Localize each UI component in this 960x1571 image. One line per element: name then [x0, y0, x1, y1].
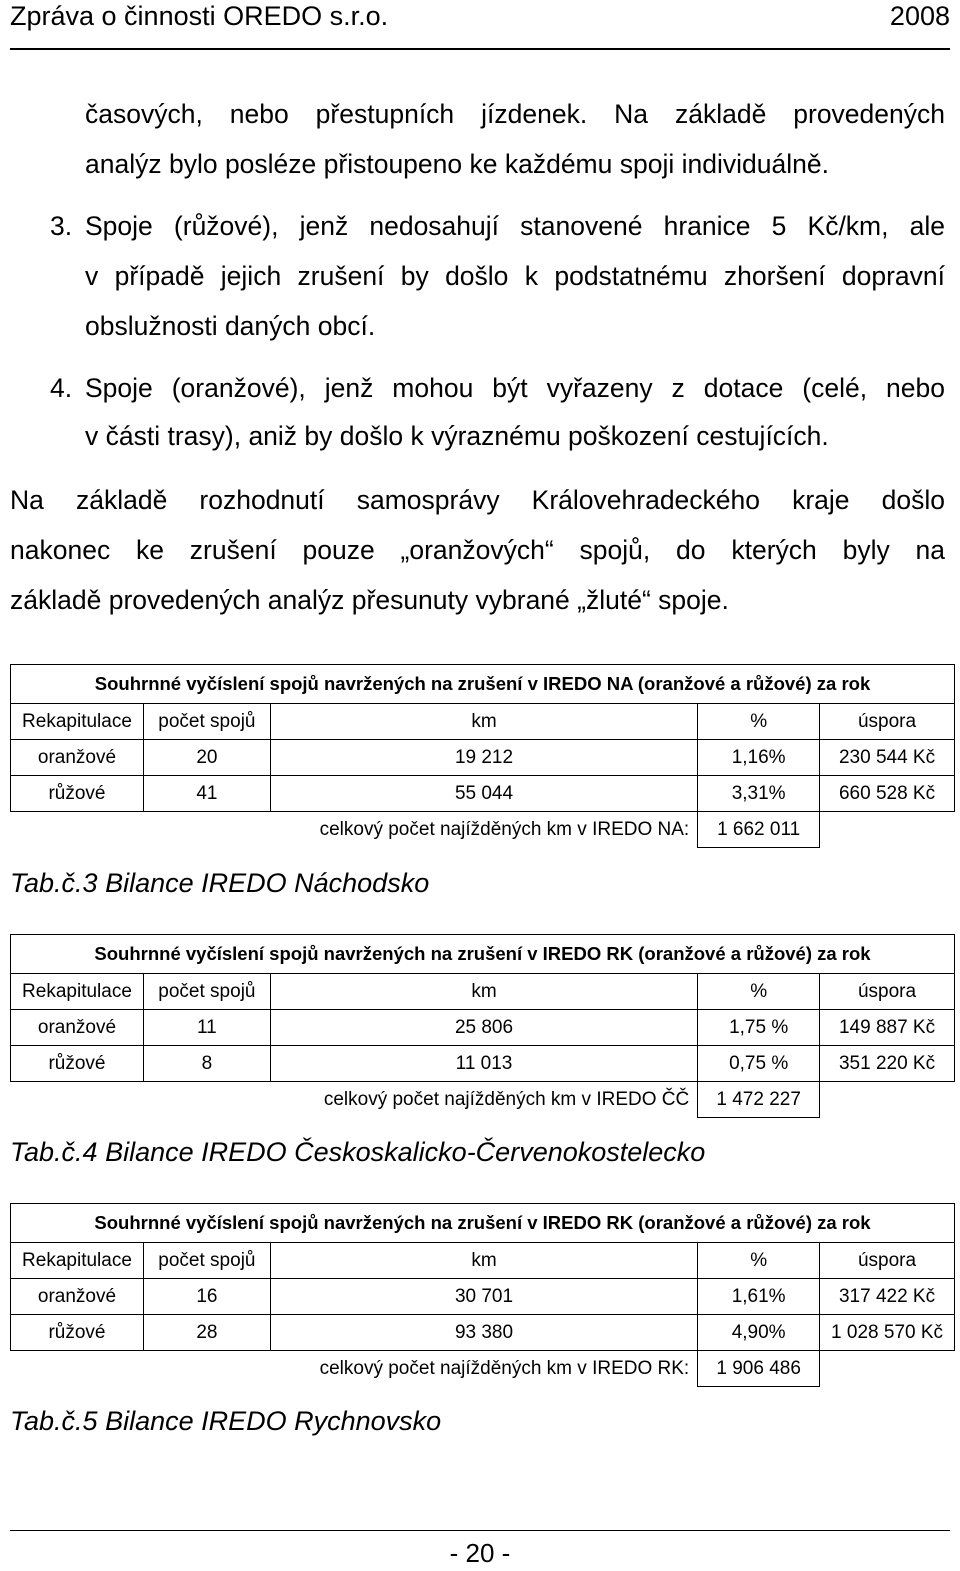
table-row — [11, 1279, 955, 1315]
column-header: počet spojů — [143, 704, 270, 740]
table-caption: Tab.č.5 Bilance IREDO Rychnovsko — [10, 1406, 442, 1436]
summary-table-rk — [10, 1203, 955, 1387]
column-header: km — [270, 704, 697, 740]
column-header: Rekapitulace — [11, 1243, 144, 1279]
total-label: celkový počet najížděných km v IREDO RK: — [319, 1357, 690, 1379]
table-cell: oranžové — [11, 1279, 144, 1315]
column-header: km — [270, 974, 697, 1010]
column-header: úspora — [820, 974, 955, 1010]
table-cell: růžové — [11, 776, 144, 812]
table-total-row — [11, 812, 955, 848]
table-cell: 4,90% — [698, 1315, 820, 1351]
table-row — [11, 776, 955, 812]
table-cell: 1 028 570 Kč — [820, 1315, 955, 1351]
table-cell: 660 528 Kč — [820, 776, 955, 812]
total-label: celkový počet najížděných km v IREDO NA: — [319, 818, 690, 840]
empty-cell — [820, 1351, 955, 1387]
list-number: 3. — [50, 211, 73, 241]
list-item-line: v případě jejich zrušení by došlo k podstatnému zhoršení dopravní — [85, 261, 945, 291]
table-cell: 28 — [143, 1315, 270, 1351]
table-cell: 55 044 — [270, 776, 697, 812]
table-cell: 25 806 — [270, 1010, 697, 1046]
table-cell: 16 — [143, 1279, 270, 1315]
table-total-row — [11, 1082, 955, 1118]
table-cell: 20 — [143, 740, 270, 776]
table-cell: oranžové — [11, 740, 144, 776]
table-header-row — [11, 1243, 955, 1279]
total-label: celkový počet najížděných km v IREDO ČČ — [323, 1088, 690, 1110]
table-cell: 11 013 — [270, 1046, 697, 1082]
document-title: Zpráva o činnosti OREDO s.r.o. — [10, 1, 389, 31]
total-value: 1 472 227 — [698, 1082, 820, 1118]
table-cell: 41 — [143, 776, 270, 812]
empty-cell — [820, 812, 955, 848]
table-total-row — [11, 1351, 955, 1387]
table-cell: oranžové — [11, 1010, 144, 1046]
paragraph-line: Na základě rozhodnutí samosprávy Královehradeckého kraje došlo — [10, 485, 945, 515]
table-cell: 11 — [143, 1010, 270, 1046]
table-cell: 1,16% — [698, 740, 820, 776]
list-item-line: v části trasy), aniž by došlo k výraznému poškození cestujících. — [85, 421, 829, 451]
document-year: 2008 — [889, 1, 950, 31]
paragraph-line: základě provedených analýz přesunuty vybrané „žluté“ spoje. — [10, 585, 729, 615]
total-value: 1 662 011 — [698, 812, 820, 848]
table-cell: 317 422 Kč — [820, 1279, 955, 1315]
table-cell: 351 220 Kč — [820, 1046, 955, 1082]
paragraph-line: časových, nebo přestupních jízdenek. Na základě provedených — [85, 99, 945, 129]
table-cell: 30 701 — [270, 1279, 697, 1315]
table-cell: 1,75 % — [698, 1010, 820, 1046]
table-row — [11, 1010, 955, 1046]
page-number: - 20 - — [10, 1530, 950, 1569]
column-header: úspora — [820, 704, 955, 740]
column-header: % — [698, 1243, 820, 1279]
table-caption: Tab.č.3 Bilance IREDO Náchodsko — [10, 868, 430, 898]
table-header-row — [11, 704, 955, 740]
table-header-row — [11, 974, 955, 1010]
table-cell: 0,75 % — [698, 1046, 820, 1082]
summary-table-na — [10, 664, 955, 848]
table-row — [11, 740, 955, 776]
column-header: Rekapitulace — [11, 974, 144, 1010]
table-cell: 1,61% — [698, 1279, 820, 1315]
table-heading: Souhrnné vyčíslení spojů navržených na zrušení v IREDO RK (oranžové a růžové) za rok — [11, 935, 955, 974]
column-header: % — [698, 704, 820, 740]
table-row — [11, 1315, 955, 1351]
page-header — [10, 0, 950, 50]
table-cell: 8 — [143, 1046, 270, 1082]
empty-cell — [820, 1082, 955, 1118]
table-cell: 93 380 — [270, 1315, 697, 1351]
table-heading: Souhrnné vyčíslení spojů navržených na zrušení v IREDO RK (oranžové a růžové) za rok — [11, 1204, 955, 1243]
column-header: počet spojů — [143, 1243, 270, 1279]
table-cell: 3,31% — [698, 776, 820, 812]
list-item-line: Spoje (oranžové), jenž mohou být vyřazeny z dotace (celé, nebo — [85, 373, 945, 403]
summary-table-cc — [10, 934, 955, 1118]
list-number: 4. — [50, 373, 73, 403]
table-cell: 19 212 — [270, 740, 697, 776]
list-item-line: Spoje (růžové), jenž nedosahují stanovené hranice 5 Kč/km, ale — [85, 211, 945, 241]
total-value: 1 906 486 — [698, 1351, 820, 1387]
column-header: km — [270, 1243, 697, 1279]
paragraph-line: nakonec ke zrušení pouze „oranžových“ spojů, do kterých byly na — [10, 535, 945, 565]
table-caption: Tab.č.4 Bilance IREDO Českoskalicko-Červenokostelecko — [10, 1137, 706, 1167]
table-row — [11, 1046, 955, 1082]
table-heading: Souhrnné vyčíslení spojů navržených na zrušení v IREDO NA (oranžové a růžové) za rok — [11, 665, 955, 704]
table-cell: 149 887 Kč — [820, 1010, 955, 1046]
table-cell: růžové — [11, 1046, 144, 1082]
column-header: počet spojů — [143, 974, 270, 1010]
table-cell: 230 544 Kč — [820, 740, 955, 776]
list-item-line: obslužnosti daných obcí. — [85, 311, 376, 341]
column-header: % — [698, 974, 820, 1010]
column-header: úspora — [820, 1243, 955, 1279]
paragraph-line: analýz bylo posléze přistoupeno ke každému spoji individuálně. — [85, 149, 829, 179]
table-cell: růžové — [11, 1315, 144, 1351]
column-header: Rekapitulace — [11, 704, 144, 740]
